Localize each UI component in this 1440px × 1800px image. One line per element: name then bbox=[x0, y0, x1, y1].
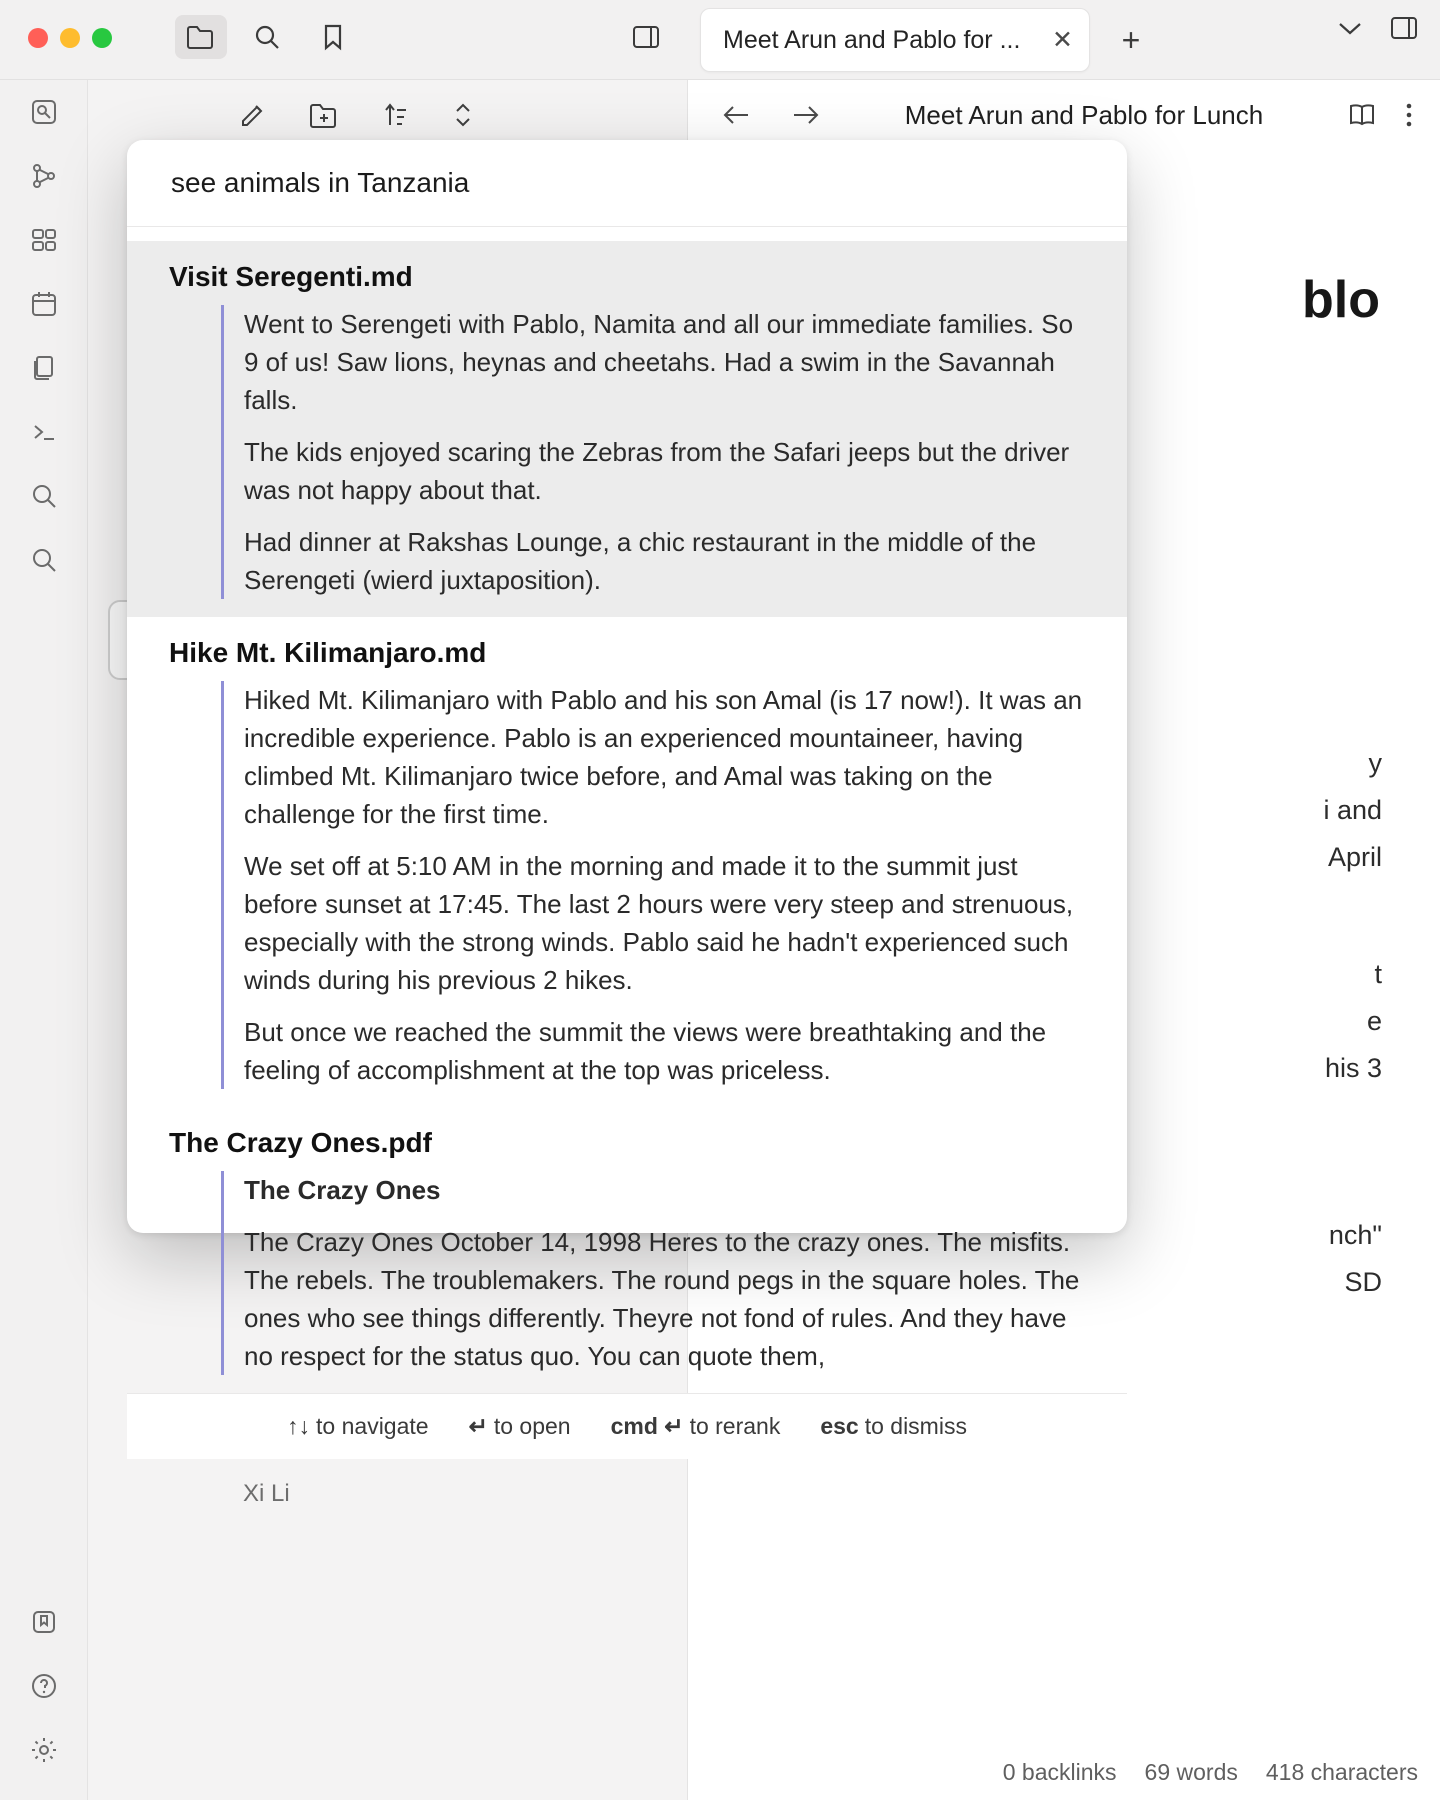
help-icon[interactable] bbox=[0, 1654, 88, 1718]
search-input[interactable] bbox=[169, 166, 1085, 200]
book-icon[interactable] bbox=[1346, 102, 1378, 128]
traffic-lights bbox=[28, 28, 112, 48]
folder-icon[interactable] bbox=[175, 15, 227, 59]
title-bar bbox=[0, 0, 1440, 80]
bookmark-icon[interactable] bbox=[307, 15, 359, 59]
search-result-item[interactable] bbox=[127, 241, 1127, 617]
icon-rail bbox=[0, 80, 88, 1800]
new-tab-button[interactable]: + bbox=[1121, 21, 1141, 58]
snippet-paragraph: Hiked Mt. Kilimanjaro with Pablo and his son Amal (is 17 now!). It was an incredible experience. Pablo is an experienced mountaineer, having climbed Mt. Kilimanjaro twice before, and Amal was taking on the challenge for the first time. bbox=[244, 685, 1083, 829]
sort-icon[interactable] bbox=[380, 101, 410, 129]
hint-key: ↵ bbox=[468, 1413, 488, 1439]
search-alt-icon[interactable] bbox=[0, 528, 88, 592]
result-title: Hike Mt. Kilimanjaro.md bbox=[169, 637, 487, 668]
sidebar-right-icon[interactable] bbox=[620, 15, 672, 59]
snippet-paragraph: Went to Serengeti with Pablo, Namita and all our immediate families. So 9 of us! Saw lions, heynas and cheetahs. Had a swim in the Savannah falls. bbox=[244, 309, 1074, 415]
hint-open bbox=[469, 1413, 571, 1440]
search-result-item[interactable] bbox=[127, 617, 1127, 1107]
search-result-item[interactable] bbox=[127, 1107, 1127, 1393]
hint-label: to open bbox=[493, 1413, 571, 1439]
search-field-row bbox=[127, 140, 1127, 227]
tab-active[interactable] bbox=[700, 8, 1090, 72]
graph-icon[interactable] bbox=[0, 144, 88, 208]
editor-body-line: t bbox=[1374, 959, 1382, 989]
hint-rerank bbox=[611, 1413, 781, 1440]
snippet-paragraph: The Crazy Ones October 14, 1998 Heres to the crazy ones. The misfits. The rebels. The troublemakers. The round pegs in the square holes. The ones who see things differently. Theyre not fond of rules. And they have no respect for the status quo. You can quote them, bbox=[244, 1227, 1080, 1371]
titlebar-right-tools bbox=[1336, 16, 1418, 40]
hint-key: ↑↓ bbox=[287, 1413, 311, 1439]
note-list-toolbar bbox=[238, 100, 476, 130]
result-snippet bbox=[221, 681, 1085, 1089]
editor-body-line: nch" bbox=[1328, 1220, 1382, 1250]
snippet-paragraph: We set off at 5:10 AM in the morning and made it to the summit just before sunset at 17:45. The last 2 hours were very steep and strenuous, especially with the strong winds. Pablo said he hadn't experienced such winds during his previous 2 hikes. bbox=[244, 851, 1074, 995]
hint-navigate bbox=[287, 1413, 429, 1440]
collapse-icon[interactable] bbox=[450, 100, 476, 130]
hint-dismiss bbox=[820, 1413, 967, 1440]
word-count: 69 words bbox=[1144, 1759, 1238, 1785]
chevron-down-icon[interactable] bbox=[1336, 19, 1364, 37]
result-snippet bbox=[221, 1171, 1085, 1375]
tab-strip bbox=[700, 8, 1158, 72]
close-window-button[interactable] bbox=[28, 28, 48, 48]
snippet-paragraph: Had dinner at Rakshas Lounge, a chic restaurant in the middle of the Serengeti (wierd juxtaposition). bbox=[244, 527, 1037, 595]
panel-right-icon[interactable] bbox=[1390, 16, 1418, 40]
rail-bottom-group bbox=[0, 1590, 88, 1782]
search-overlay bbox=[127, 140, 1127, 1439]
editor-body-line: i and bbox=[1323, 795, 1382, 825]
search-footer-hints bbox=[127, 1393, 1127, 1459]
bookmark-panel-icon[interactable] bbox=[0, 1590, 88, 1654]
character-count: 418 characters bbox=[1265, 1759, 1418, 1785]
hint-label: to navigate bbox=[316, 1413, 429, 1439]
editor-body-line: y bbox=[1368, 748, 1382, 778]
backlinks-count: 0 backlinks bbox=[1002, 1759, 1117, 1785]
hint-key: cmd ↵ bbox=[610, 1413, 684, 1439]
result-title: The Crazy Ones.pdf bbox=[169, 1127, 432, 1158]
editor-title: Meet Arun and Pablo for Lunch bbox=[904, 99, 1264, 130]
snippet-paragraph: The kids enjoyed scaring the Zebras from the Safari jeeps but the driver was not happy about that. bbox=[244, 437, 1070, 505]
search-icon[interactable] bbox=[0, 464, 88, 528]
hint-label: to dismiss bbox=[864, 1413, 967, 1439]
search-results-list bbox=[127, 227, 1127, 1393]
note-author: Xi Li bbox=[243, 1480, 290, 1507]
editor-heading: blo bbox=[1302, 271, 1380, 329]
editor-nav bbox=[720, 103, 822, 127]
settings-icon[interactable] bbox=[0, 1718, 88, 1782]
hint-key: esc bbox=[820, 1413, 859, 1439]
editor-actions bbox=[1346, 101, 1414, 129]
tab-title: Meet Arun and Pablo for ... bbox=[723, 25, 1021, 54]
arrow-right-icon[interactable] bbox=[790, 103, 822, 127]
new-note-icon[interactable] bbox=[238, 100, 268, 130]
snippet-paragraph: The Crazy Ones bbox=[244, 1175, 441, 1205]
result-title: Visit Seregenti.md bbox=[169, 261, 413, 292]
arrow-left-icon[interactable] bbox=[720, 103, 752, 127]
more-vertical-icon[interactable] bbox=[1404, 101, 1414, 129]
search-icon[interactable] bbox=[241, 15, 293, 59]
status-bar bbox=[1003, 1759, 1418, 1786]
minimize-window-button[interactable] bbox=[60, 28, 80, 48]
file-search-icon[interactable] bbox=[0, 80, 88, 144]
editor-body-line: e bbox=[1366, 1006, 1382, 1036]
editor-body-line: SD bbox=[1344, 1267, 1382, 1297]
editor-body-line: April bbox=[1327, 842, 1382, 872]
close-icon[interactable]: ✕ bbox=[1052, 25, 1073, 54]
dashboard-icon[interactable] bbox=[0, 208, 88, 272]
editor-body-line: his 3 bbox=[1324, 1053, 1382, 1083]
calendar-icon[interactable] bbox=[0, 272, 88, 336]
documents-icon[interactable] bbox=[0, 336, 88, 400]
hint-label: to rerank bbox=[689, 1413, 781, 1439]
snippet-paragraph: But once we reached the summit the views were breathtaking and the feeling of accomplishment at the top was priceless. bbox=[244, 1017, 1047, 1085]
titlebar-tools bbox=[175, 15, 359, 59]
new-folder-icon[interactable] bbox=[308, 101, 340, 129]
zoom-window-button[interactable] bbox=[92, 28, 112, 48]
result-snippet bbox=[221, 305, 1085, 599]
terminal-icon[interactable] bbox=[0, 400, 88, 464]
